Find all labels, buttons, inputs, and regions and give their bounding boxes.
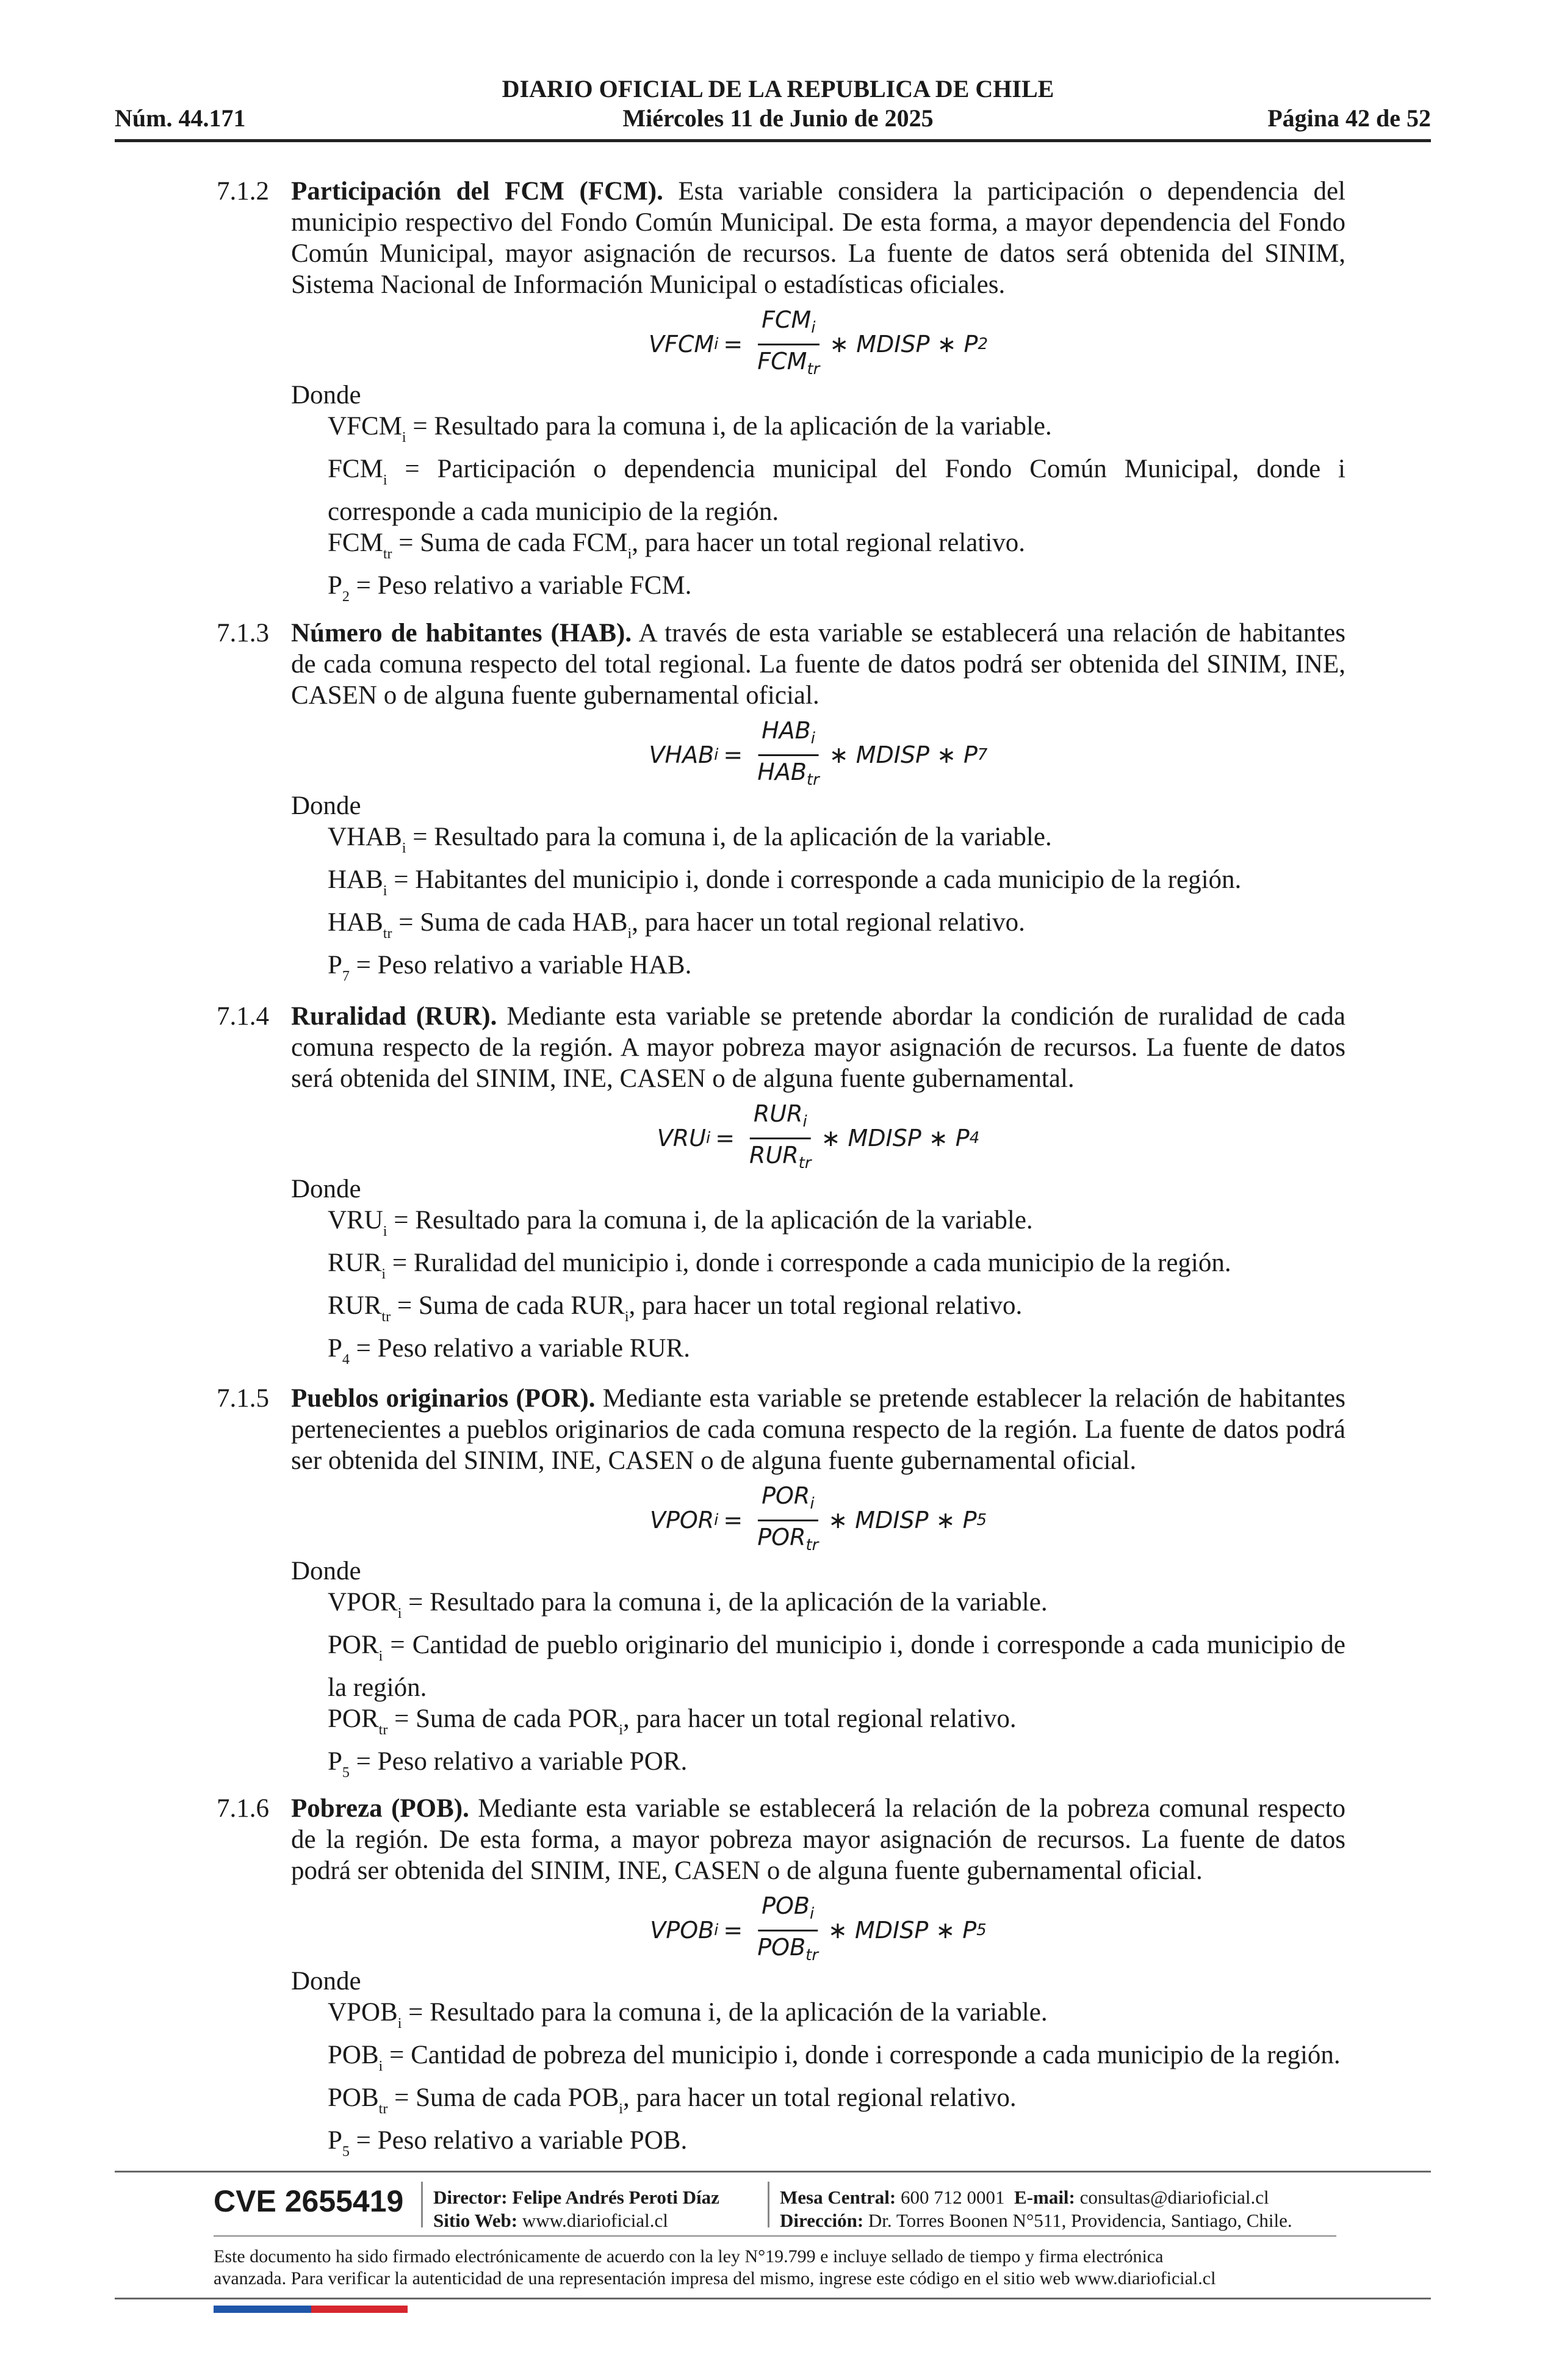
section [217,1383,1345,1789]
flag-bar-blue [214,2306,311,2313]
definition-subscript: i [397,1606,402,1621]
formula-equals: = [723,741,743,768]
formula-fraction [754,715,823,796]
definition-subscript: tr [383,546,392,562]
definition-subscript: tr [383,926,392,942]
email-label: E-mail: [1014,2187,1075,2208]
footer-director-block [433,2186,719,2232]
definition-subscript: i [619,1722,623,1738]
section-paragraph [291,1383,1345,1476]
section-body: Esta variable considera la participación o dependencia del municipio respectivo del Fondo Común Municipal. De esta forma, a mayor dependencia del Fondo Común Municipal, mayor asignación de recursos. La fuente de datos será obtenida del SINIM, Sistema Nacional de Información Municipal o estadísticas oficiales. [291,177,1345,299]
numerator-subscript: i [809,1905,815,1923]
section-number: 7.1.4 [217,1002,269,1031]
legal-line: avanzada. Para verificar la autenticidad de una representación impresa del mismo, ingrese este código en el sitio web www.diarioficial.cl [214,2268,1216,2288]
definition-subscript: i [378,1648,383,1664]
definition-text: = Peso relativo a variable HAB. [349,951,692,979]
denominator-subscript: tr [805,1946,819,1964]
definition-text: , para hacer un total regional relativo. [629,1291,1023,1320]
formula-equals: = [723,331,743,358]
formula-rest: ∗ MDISP ∗ P [829,331,978,358]
formula-rest: ∗ MDISP ∗ P [828,1507,977,1534]
section-body: A través de esta variable se establecerá una relación de habitantes de cada comuna respecto del total regional. La fuente de datos podrá ser obtenida del SINIM, INE, CASEN o de alguna fuente gubernamental oficial. [291,619,1345,710]
formula [291,711,1345,790]
definition-subscript: tr [378,2101,388,2117]
formula-lhs-subscript: i [714,1511,719,1529]
definition-subscript: i [383,883,387,899]
definition-term: POB [328,2041,379,2069]
formula-fraction [754,1890,822,1971]
formula-numerator [758,304,819,345]
section-body: Mediante esta variable se pretende abordar la condición de ruralidad de cada comuna respecto de la región. A mayor pobreza mayor asignación de recursos. La fuente de datos será obtenida del SINIM, INE, CASEN o de alguna fuente gubernamental. [291,1002,1345,1093]
definition-subscript: tr [378,1722,388,1738]
definition-item [328,453,1345,527]
definition-subscript: 4 [342,1352,350,1368]
definition-term: VHAB [328,823,402,851]
section-body: Mediante esta variable se pretende establecer la relación de habitantes pertenecientes a pueblos originarios de cada comuna respecto de la región. La fuente de datos podrá ser obtenida del SINIM, INE, CASEN o de alguna fuente gubernamental oficial. [291,1384,1345,1475]
numerator-term: RUR [753,1100,803,1127]
definition-term: P [328,571,342,600]
definitions-list [328,1997,1345,2168]
numerator-subscript: i [811,319,816,337]
definition-subscript: i [627,926,632,942]
definition-text: , para hacer un total regional relativo. [632,908,1025,937]
definition-item [328,1629,1345,1703]
cve-code: CVE 2655419 [214,2184,404,2218]
formula-numerator [758,715,819,756]
definition-text: = Ruralidad del municipio i, donde i corresponde a cada municipio de la región. [386,1249,1231,1277]
definition-text: = Resultado para la comuna i, de la aplicación de la variable. [402,1998,1048,2027]
legal-notice [214,2246,1361,2290]
definition-term: VPOR [328,1588,398,1617]
definition-item [328,821,1345,864]
numerator-term: HAB [762,717,811,744]
definition-term: P [328,1747,342,1776]
section [217,176,1345,613]
denominator-term: HAB [757,759,807,785]
definition-subscript: i [402,840,406,856]
formula-denominator [754,756,823,796]
definition-text: = Suma de cada HAB [392,908,628,937]
formula-denominator [754,345,823,385]
header-divider [115,139,1431,142]
definition-item [328,2039,1345,2082]
footer-divider-bottom [115,2298,1431,2299]
definition-text: = Resultado para la comuna i, de la aplicación de la variable. [387,1206,1033,1235]
formula-fraction [754,1480,822,1561]
formula-fraction [754,304,823,385]
definition-item [328,2082,1345,2125]
definition-term: VPOB [328,1998,398,2027]
definition-text: , para hacer un total regional relativo. [632,528,1026,557]
formula-lhs-subscript: i [714,746,719,764]
section-number: 7.1.2 [217,177,269,206]
definition-text: = Habitantes del municipio i, donde i corresponde a cada municipio de la región. [387,865,1242,894]
formula [291,300,1345,380]
definition-item [328,864,1345,907]
section [217,1001,1345,1376]
section-heading: Participación del FCM (FCM). [291,177,663,206]
flag-bar-red [311,2306,408,2313]
numerator-term: POB [762,1892,810,1919]
definition-term: POB [328,2083,379,2112]
formula-lhs: VRU [657,1125,706,1152]
formula-equals: = [715,1125,735,1152]
footer-contact-block [780,2186,1292,2232]
definition-subscript: 7 [342,968,350,984]
denominator-subscript: tr [805,1536,819,1554]
page-number: Página 42 de 52 [1267,104,1431,132]
denominator-term: RUR [749,1142,799,1169]
section-heading: Pobreza (POB). [291,1794,469,1823]
director-label: Director: [433,2187,508,2208]
definition-item [328,411,1345,453]
address-label: Dirección: [780,2210,864,2231]
definition-item [328,527,1345,570]
website-label: Sitio Web: [433,2210,518,2231]
definition-subscript: tr [381,1309,391,1325]
definition-subscript: 5 [342,1765,350,1781]
definition-subscript: 5 [342,2144,350,2160]
definition-item [328,907,1345,950]
numerator-term: POR [762,1482,810,1509]
definition-item [328,2125,1345,2168]
definition-item [328,1205,1345,1247]
formula [291,1476,1345,1556]
formula-numerator [758,1480,818,1521]
formula-denominator [754,1931,822,1971]
definition-text: = Suma de cada POR [387,1704,619,1733]
definition-subscript: i [378,2058,383,2074]
formula-rest-subscript: 5 [976,1921,987,1939]
definition-text: = Cantidad de pobreza del municipio i, donde i corresponde a cada municipio de la región. [383,2041,1341,2069]
definition-subscript: 2 [342,589,350,605]
donde-label: Donde [291,1557,361,1585]
definition-term: P [328,1334,342,1363]
director-name: Felipe Andrés Peroti Díaz [512,2187,719,2208]
formula-rest: ∗ MDISP ∗ P [828,1917,977,1944]
issue-date: Miércoles 11 de Junio de 2025 [622,104,934,132]
section-heading: Ruralidad (RUR). [291,1002,497,1031]
mesa-label: Mesa Central: [780,2187,896,2208]
section-paragraph [291,1793,1345,1886]
formula-lhs: VFCM [649,331,715,358]
donde-label: Donde [291,792,361,820]
section-heading: Número de habitantes (HAB). [291,619,632,647]
definition-subscript: i [627,546,632,562]
section-paragraph [291,618,1345,711]
formula-lhs-subscript: i [705,1129,711,1147]
definition-term: HAB [328,908,383,937]
section [217,618,1345,992]
footer-separator [768,2182,769,2227]
numerator-term: FCM [762,306,812,333]
formula-rest: ∗ MDISP ∗ P [829,741,978,768]
definition-item [328,1587,1345,1629]
definition-subscript: i [619,2101,623,2117]
definition-term: POR [328,1704,379,1733]
definition-text: , para hacer un total regional relativo. [622,2083,1017,2112]
definitions-list [328,821,1345,992]
formula-lhs-subscript: i [714,1921,719,1939]
definition-subscript: i [383,472,387,488]
numerator-subscript: i [810,1495,815,1513]
formula-equals: = [723,1917,743,1944]
formula-rest-subscript: 2 [978,335,988,353]
definition-item [328,1333,1345,1376]
definition-text: = Resultado para la comuna i, de la aplicación de la variable. [406,823,1052,851]
definition-subscript: i [402,430,406,445]
denominator-subscript: tr [807,360,820,378]
definition-term: FCM [328,455,383,483]
definition-text: = Suma de cada POB [387,2083,619,2112]
formula [291,1886,1345,1966]
definition-text: = Peso relativo a variable RUR. [349,1334,690,1363]
section-number: 7.1.5 [217,1384,269,1413]
newspaper-title: DIARIO OFICIAL DE LA REPUBLICA DE CHILE [502,75,1054,103]
formula-rest: ∗ MDISP ∗ P [821,1125,970,1152]
denominator-term: POB [757,1934,806,1961]
section-body: Mediante esta variable se establecerá la relación de la pobreza comunal respecto de la región. De esta forma, a mayor pobreza mayor asignación de recursos. La fuente de datos podrá ser obtenida del SINIM, INE, CASEN o de alguna fuente gubernamental oficial. [291,1794,1345,1885]
formula-lhs: VPOR [649,1507,715,1534]
footer-divider-top [115,2171,1431,2173]
definition-term: RUR [328,1249,382,1277]
definition-text: = Cantidad de pueblo originario del municipio i, donde i corresponde a cada municipio de la región. [328,1631,1345,1702]
definition-item [328,950,1345,992]
definitions-list [328,1205,1345,1376]
formula-denominator [746,1139,815,1179]
section-heading: Pueblos originarios (POR). [291,1384,596,1413]
definition-item [328,1746,1345,1789]
numerator-subscript: i [810,729,815,748]
formula-lhs-subscript: i [714,335,719,353]
definition-item [328,1247,1345,1290]
definition-term: FCM [328,528,383,557]
formula-equals: = [723,1507,743,1534]
section-number: 7.1.3 [217,619,269,647]
donde-label: Donde [291,1175,361,1203]
denominator-term: FCM [757,348,807,375]
definition-text: , para hacer un total regional relativo. [622,1704,1017,1733]
section-paragraph [291,1001,1345,1094]
donde-label: Donde [291,1967,361,1996]
footer-divider-middle [214,2235,1336,2237]
legal-line: Este documento ha sido firmado electrónicamente de acuerdo con la ley N°19.799 e incluye sellado de tiempo y firma electrónica [214,2246,1164,2266]
definition-item [328,1997,1345,2039]
formula-numerator [758,1890,818,1931]
issue-number: Núm. 44.171 [115,104,246,132]
definition-subscript: i [624,1309,629,1325]
definition-term: VRU [328,1206,383,1235]
numerator-subscript: i [802,1112,807,1131]
formula-numerator [750,1098,811,1139]
definition-item [328,1703,1345,1746]
definition-text: = Participación o dependencia municipal del Fondo Común Municipal, donde i corresponde a cada municipio de la región. [328,455,1345,526]
definition-text: = Resultado para la comuna i, de la aplicación de la variable. [402,1588,1048,1617]
formula-denominator [754,1521,822,1561]
denominator-subscript: tr [798,1154,812,1172]
address-text: Dr. Torres Boonen N°511, Providencia, Santiago, Chile. [868,2210,1292,2231]
formula-lhs: VHAB [649,741,715,768]
formula-lhs: VPOB [650,1917,715,1944]
denominator-subscript: tr [806,771,819,789]
definition-subscript: i [381,1266,386,1282]
definition-term: HAB [328,865,383,894]
section-number: 7.1.6 [217,1794,269,1823]
mesa-phone: 600 712 0001 [901,2187,1005,2208]
definition-subscript: i [383,1224,387,1239]
definition-text: = Peso relativo a variable POB. [349,2126,688,2155]
denominator-term: POR [757,1524,806,1551]
email-link[interactable]: consultas@diarioficial.cl [1079,2187,1269,2208]
definitions-list [328,411,1345,613]
definitions-list [328,1587,1345,1789]
donde-label: Donde [291,381,361,409]
definition-text: = Suma de cada FCM [392,528,628,557]
website-link[interactable]: www.diarioficial.cl [522,2210,668,2231]
formula-fraction [746,1098,815,1179]
definition-item [328,1290,1345,1333]
definition-text: = Peso relativo a variable FCM. [349,571,692,600]
section-paragraph [291,176,1345,300]
definition-term: RUR [328,1291,382,1320]
definition-subscript: i [397,2016,402,2032]
definition-term: VFCM [328,412,402,441]
footer-separator [421,2182,423,2227]
formula-rest-subscript: 4 [969,1129,980,1147]
section [217,1793,1345,2168]
definition-term: P [328,951,342,979]
formula [291,1094,1345,1174]
formula-rest-subscript: 5 [976,1511,987,1529]
definition-term: POR [328,1631,379,1659]
definition-item [328,570,1345,613]
definition-text: = Suma de cada RUR [391,1291,625,1320]
definition-text: = Resultado para la comuna i, de la aplicación de la variable. [406,412,1052,441]
definition-text: = Peso relativo a variable POR. [349,1747,688,1776]
definition-term: P [328,2126,342,2155]
formula-rest-subscript: 7 [977,746,988,764]
